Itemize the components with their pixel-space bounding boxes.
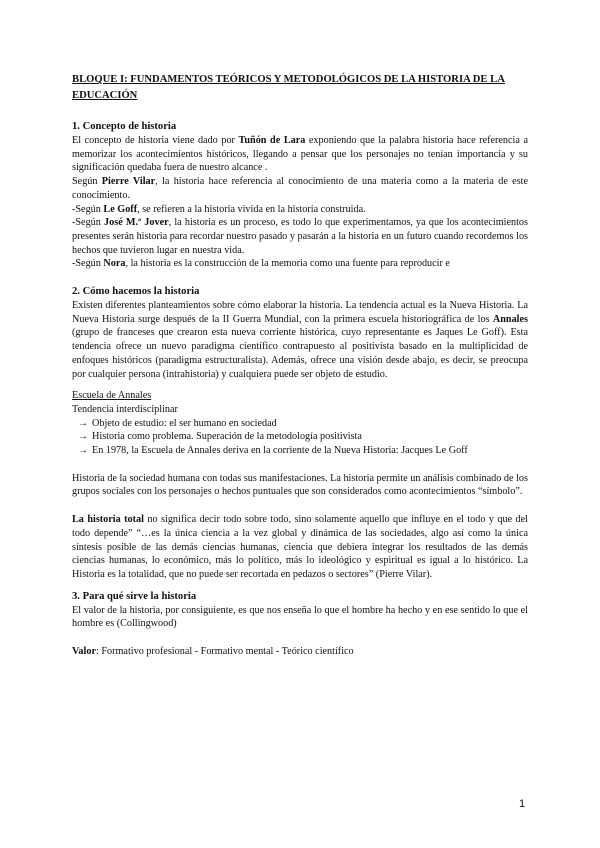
list-item: → Objeto de estudio: el ser humano en sociedad: [78, 417, 277, 429]
tendency-label: Tendencia interdisciplinar: [72, 403, 178, 415]
s2-paragraph-1: Existen diferentes planteamientos sobre cómo elaborar la historia. La tendencia actual es la Nueva Historia. La Nueva Historia surge después de la II Guerra Mundial, con la primera escuela historiográfica de los Annales (grupo de franceses que crearon esta nueva corriente histórica, cuyo representante es Jaques Le Goff). Esta tendencia ofrece un nuevo paradigma científico contrapuesto al positivista basado en la multiplicidad de enfoques históricos (paradigma estructuralista). Además, ofrece una visión desde abajo, es decir, se preocupa por cualquier persona (intrahistoria) y cualquiera puede ser objeto de estudio.: [72, 300, 528, 380]
list-item: → Historia como problema. Superación de la metodología positivista: [78, 431, 362, 443]
document-title: BLOQUE I: FUNDAMENTOS TEÓRICOS Y METODOLÓGICOS DE LA HISTORIA DE LA EDUCACIÓN: [72, 74, 505, 101]
s2-paragraph-2: Historia de la sociedad humana con todas sus manifestaciones. La historia permite un análisis combinado de los grupos sociales con los personajes o hechos puntuales que son considerados como acontecimientos “símbolo”.: [72, 472, 528, 498]
s3-paragraph-1: El valor de la historia, por consiguiente, es que nos enseña lo que el hombre ha hecho y en ese sentido lo que el hombre es (Collingwood): [72, 604, 528, 630]
s1-paragraph-3: -Según Le Goff, se refieren a la historia vivida en la historia construida.: [72, 203, 366, 215]
s2-paragraph-3: La historia total no significa decir todo sobre todo, sino solamente aquello que influye en el todo y que del todo depende” “…es la única ciencia a la vez global y dinámica de las sociedades, algo así como la única síntesis posible de las demás ciencias humanas, ciencia que debiera integrar los resultados de las demás ciencias humanas, lo económico, más lo político, más lo ideológico y espiritual es igual a lo histórico. La Historia es la totalidad, que no puede ser recortada en pedazos o sectores” (Pierre Vilar).: [72, 514, 528, 580]
page-number: 1: [519, 798, 526, 810]
document-page: [72, 72, 528, 659]
annales-heading: Escuela de Annales: [72, 390, 152, 402]
valor-line: Valor: Formativo profesional - Formativo mental - Teórico científico: [72, 646, 354, 658]
section-2-heading: 2. Cómo hacemos la historia: [72, 286, 200, 298]
s1-paragraph-5: -Según Nora, la historia es la construcción de la memoria como una fuente para reproducir e: [72, 258, 450, 270]
arrow-icon: →: [78, 431, 89, 443]
section-1-heading: 1. Concepto de historia: [72, 121, 177, 132]
arrow-icon: →: [78, 417, 89, 429]
arrow-icon: →: [78, 445, 89, 457]
s1-paragraph-1: El concepto de historia viene dado por Tuñón de Lara exponiendo que la palabra historia hace referencia a memorizar los acontecimientos históricos, llegando a pensar que los personajes no tenían importancia y su significación quedaba fuera de nuestro alcance .: [72, 135, 528, 174]
s1-paragraph-4: -Según José M.ª Jover, la historia es un proceso, es todo lo que experimentamos, ya que los acontecimientos presentes serán historia para recordar nuestro pasado y pasarán a la historia en un futuro cuando recordemos los hechos que tuvieron lugar en nuestra vida.: [72, 217, 528, 256]
section-3-heading: 3. Para qué sirve la historia: [72, 590, 197, 602]
list-item: → En 1978, la Escuela de Annales deriva en la corriente de la Nueva Historia: Jacques Le Goff: [78, 445, 468, 457]
s1-paragraph-2: Según Pierre Vilar, la historia hace referencia al conocimiento de una materia como a la materia de este conocimiento.: [72, 176, 529, 201]
